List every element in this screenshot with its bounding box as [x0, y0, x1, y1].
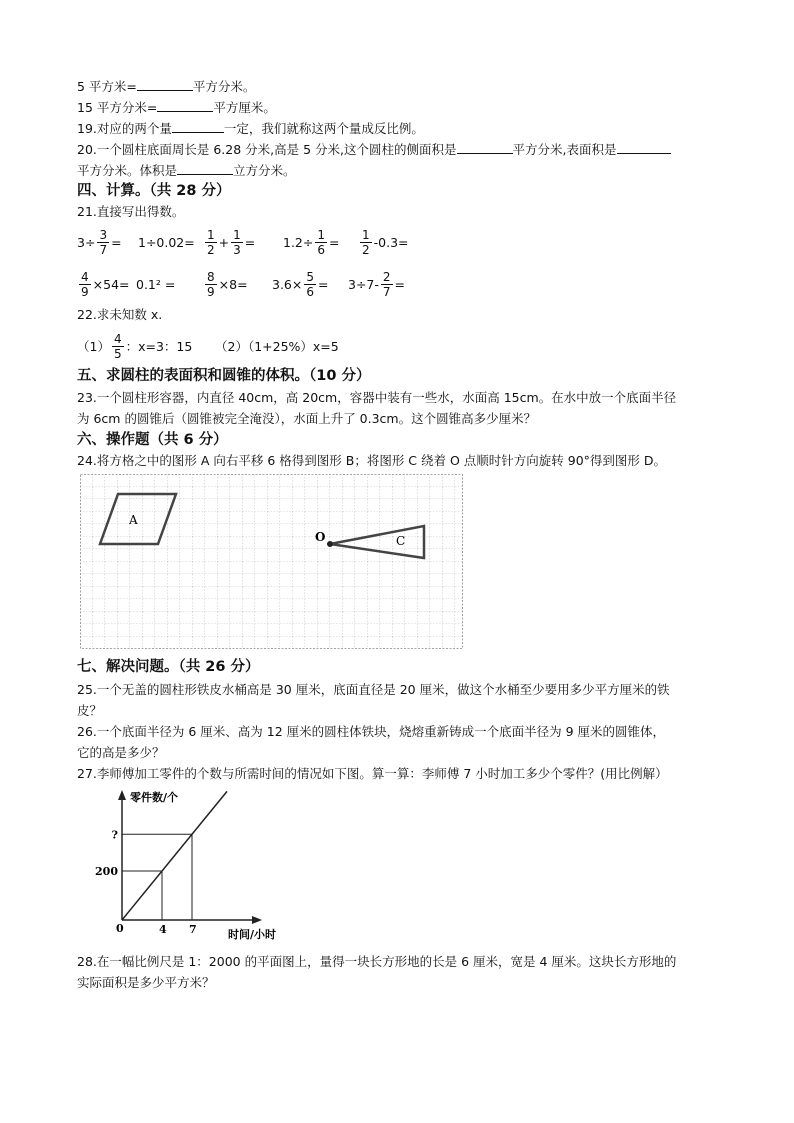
- denominator: 2: [362, 242, 370, 257]
- numerator: 1: [207, 227, 215, 242]
- calc-text: +: [218, 234, 230, 250]
- denominator: 7: [99, 242, 108, 257]
- q-text: 15 平方分米=: [77, 100, 158, 115]
- numerator: 2: [382, 269, 391, 284]
- denominator: 7: [382, 284, 391, 299]
- y-tick-label: 200: [95, 865, 118, 878]
- q25-line-1: 25.一个无盖的圆柱形铁皮水桶高是 30 厘米，底面直径是 20 厘米，做这个水桶至少要用多少平方厘米的铁: [77, 682, 670, 697]
- fraction: [205, 228, 217, 257]
- numerator: 8: [207, 269, 215, 284]
- q-text: 19.对应的两个量: [77, 121, 172, 136]
- denominator: 9: [81, 284, 89, 299]
- equation-2: [215, 328, 339, 364]
- numerator: 1: [362, 227, 370, 242]
- calc-a3: [203, 224, 255, 260]
- denominator: 2: [207, 242, 215, 257]
- q23-line-2: 为 6cm 的圆锥后（圆锥被完全淹没），水面上升了 0.3cm。这个圆锥高多少厘米？: [77, 411, 537, 426]
- point-o: [327, 541, 333, 547]
- calc-text: 3÷7-: [348, 276, 379, 292]
- calc-b1: [77, 266, 130, 302]
- q-text: 平方分米。: [192, 79, 256, 94]
- calc-text: 3÷: [77, 234, 96, 250]
- answer-blank[interactable]: [137, 77, 193, 91]
- x-tick-label: 7: [189, 923, 197, 936]
- q-text: 20.一个圆柱底面周长是 6.28 分米,高是 5 分米,这个圆柱的侧面积是: [77, 142, 457, 157]
- q-text: 平方分米。体积是: [77, 163, 178, 178]
- fraction: [97, 228, 109, 257]
- answer-blank[interactable]: [157, 98, 213, 112]
- numerator: 4: [113, 331, 122, 346]
- eq-text: （2）（1+25%）x=5: [215, 339, 339, 354]
- q28-line-2: 实际面积是多少平方米？: [77, 975, 215, 990]
- numerator: 1: [317, 227, 325, 242]
- answer-blank[interactable]: [177, 161, 233, 175]
- calc-b4: [272, 266, 328, 302]
- calc-text: =: [329, 234, 340, 250]
- label-c: C: [396, 534, 406, 548]
- fraction: [315, 228, 327, 257]
- label-o: O: [315, 530, 326, 544]
- calc-text: ×54=: [92, 276, 130, 292]
- calc-text: 3.6×: [272, 276, 303, 292]
- q-text: 平方厘米。: [213, 100, 276, 115]
- calc-text: -0.3=: [373, 234, 409, 250]
- denominator: 6: [306, 284, 314, 299]
- q-text: 立方分米。: [233, 163, 296, 178]
- answer-blank[interactable]: [172, 119, 224, 133]
- q20-cont: [77, 161, 296, 180]
- calc-text: 1.2÷: [283, 234, 314, 250]
- fraction: [360, 228, 372, 257]
- calc-b2: [136, 266, 175, 302]
- calc-a4: [283, 224, 339, 260]
- calc-a5: [358, 224, 409, 260]
- q25-line-2: 皮？: [77, 703, 103, 718]
- answer-blank[interactable]: [457, 140, 513, 154]
- numerator: 5: [306, 269, 314, 284]
- calc-text: 1÷0.02=: [138, 234, 195, 250]
- y-axis-label: 零件数/个: [130, 791, 179, 804]
- numerator: 1: [233, 227, 241, 242]
- calc-text: =: [111, 234, 122, 250]
- numerator: 3: [99, 227, 108, 242]
- calc-text: =: [244, 234, 256, 250]
- fraction: [304, 270, 316, 299]
- denominator: 5: [113, 346, 122, 361]
- x-axis-arrow: [252, 916, 262, 924]
- y-axis-arrow: [118, 790, 126, 800]
- section-4-title: 四、计算。（共 28 分）: [77, 183, 231, 199]
- q-text: 平方分米,表面积是: [512, 142, 617, 157]
- q24: 24.将方格之中的图形 A 向右平移 6 格得到图形 B；将图形 C 绕着 O 点顺时针方向旋转 90°得到图形 D。: [77, 453, 667, 468]
- x-axis-label: 时间/小时: [228, 928, 277, 941]
- q22: 22.求未知数 x.: [77, 307, 163, 322]
- q20: [77, 140, 671, 159]
- calc-a2: [138, 224, 195, 260]
- fraction: [79, 270, 91, 299]
- section-7-title: 七、解决问题。（共 26 分）: [77, 659, 260, 675]
- fraction: [231, 228, 243, 257]
- q26-line-2: 它的高是多少？: [77, 745, 165, 760]
- denominator: 6: [317, 242, 325, 257]
- section-6-title: 六、操作题（共 6 分）: [77, 432, 228, 448]
- eq-text: ：x=3：15: [125, 339, 193, 354]
- calc-text: =: [318, 276, 329, 292]
- calc-b3: [203, 266, 248, 302]
- q28-line-1: 28.在一幅比例尺是 1：2000 的平面图上，量得一块长方形地的长是 6 厘米，宽是 4 厘米。这块长方形地的: [77, 954, 677, 969]
- equation-1: [77, 328, 192, 364]
- fraction: [112, 332, 124, 361]
- grid-figure: [80, 474, 465, 650]
- q-line-2: [77, 98, 276, 117]
- q-line-1: [77, 77, 255, 96]
- calc-text: ×8=: [218, 276, 248, 292]
- label-a: A: [129, 513, 138, 527]
- q23-line-1: 23.一个圆柱形容器，内直径 40cm，高 20cm，容器中装有一些水，水面高 15cm。在水中放一个底面半径: [77, 390, 677, 405]
- q-text: 一定，我们就称这两个量成反比例。: [223, 121, 424, 136]
- fraction: [381, 270, 393, 299]
- eq-text: （1）: [77, 339, 110, 354]
- calc-text: 0.1² =: [136, 276, 176, 292]
- denominator: 9: [207, 284, 215, 299]
- numerator: 4: [81, 269, 89, 284]
- calc-text: =: [394, 276, 406, 292]
- q27: 27.李师傅加工零件的个数与所需时间的情况如下图。算一算：李师傅 7 小时加工多少个零件？(用比例解）: [77, 766, 668, 781]
- origin-label: 0: [116, 922, 124, 935]
- q19: [77, 119, 424, 138]
- calc-a1: [77, 224, 122, 260]
- section-5-title: 五、求圆柱的表面积和圆锥的体积。（10 分）: [77, 368, 371, 384]
- fraction: [205, 270, 217, 299]
- series-line: [122, 791, 227, 920]
- y-tick-label: ?: [111, 828, 118, 842]
- x-tick-label: 4: [159, 923, 167, 936]
- q26-line-1: 26.一个底面半径为 6 厘米、高为 12 厘米的圆柱体铁块，烧熔重新铸成一个底面半径为 9 厘米的圆锥体，: [77, 724, 666, 739]
- q21: 21.直接写出得数。: [77, 204, 185, 219]
- grid-background: [81, 475, 463, 649]
- answer-blank[interactable]: [617, 140, 671, 154]
- proportion-chart: [90, 786, 300, 946]
- calc-b5: [348, 266, 405, 302]
- denominator: 3: [233, 242, 241, 257]
- q-text: 5 平方米=: [77, 79, 137, 94]
